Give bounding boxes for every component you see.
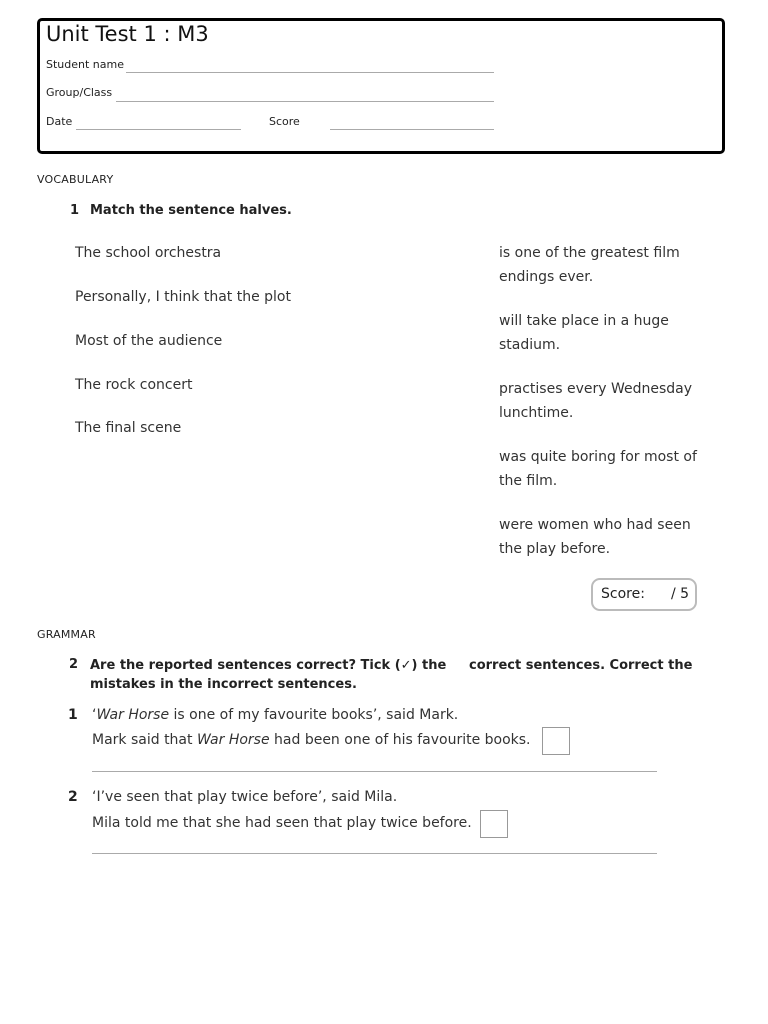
question-text-line2: mistakes in the incorrect sentences. [90, 677, 357, 692]
beginning-item: Most of the audience [75, 333, 223, 349]
beginning-item: The school orchestra [75, 245, 222, 261]
question-number: 1 [70, 203, 80, 218]
date-field[interactable] [76, 129, 241, 130]
question-text-part2: correct sentences. Correct the [469, 658, 693, 673]
score-box-label: Score: [601, 586, 645, 602]
grammar-section-title: GRAMMAR [37, 628, 96, 641]
question-number: 2 [69, 657, 79, 672]
ending-item: practises every Wednesday lunchtime. [499, 381, 693, 421]
reported-speech: Mark said that War Horse had been one of his favourite books. [92, 732, 531, 748]
page-title: Unit Test 1 : M3 [46, 22, 209, 46]
direct-speech: ‘War Horse is one of my favourite books’, said Mark. [92, 707, 459, 723]
answer-line[interactable] [92, 771, 657, 772]
answer-line[interactable] [92, 853, 657, 854]
reported-speech: Mila told me that she had seen that play twice before. [92, 815, 472, 831]
group-class-label: Group/Class [46, 86, 113, 99]
beginning-item: Personally, I think that the plot [75, 289, 291, 305]
ending-item: were women who had seen the play before. [499, 517, 691, 557]
student-name-field[interactable] [126, 72, 494, 73]
question-text-part1: Are the reported sentences correct? Tick (✓) the [90, 658, 447, 673]
vocabulary-section-title: VOCABULARY [37, 173, 114, 186]
ending-item: will take place in a huge stadium. [499, 313, 669, 353]
beginning-item: The rock concert [75, 377, 193, 393]
direct-speech: ‘I’ve seen that play twice before’, said Mila. [92, 789, 398, 805]
beginning-item: The final scene [75, 420, 182, 436]
date-label: Date [46, 115, 73, 128]
question-text: Match the sentence halves. [90, 203, 292, 218]
item-number: 2 [68, 789, 78, 805]
group-class-field[interactable] [116, 101, 494, 102]
ending-item: is one of the greatest film endings ever. [499, 245, 680, 285]
score-label: Score [269, 115, 300, 128]
student-name-label: Student name [46, 58, 124, 71]
score-box [591, 578, 697, 611]
tick-box[interactable] [542, 727, 570, 755]
item-number: 1 [68, 707, 78, 723]
score-field[interactable] [330, 129, 494, 130]
tick-box[interactable] [480, 810, 508, 838]
score-box-value: / 5 [671, 586, 690, 602]
ending-item: was quite boring for most of the film. [499, 449, 697, 489]
